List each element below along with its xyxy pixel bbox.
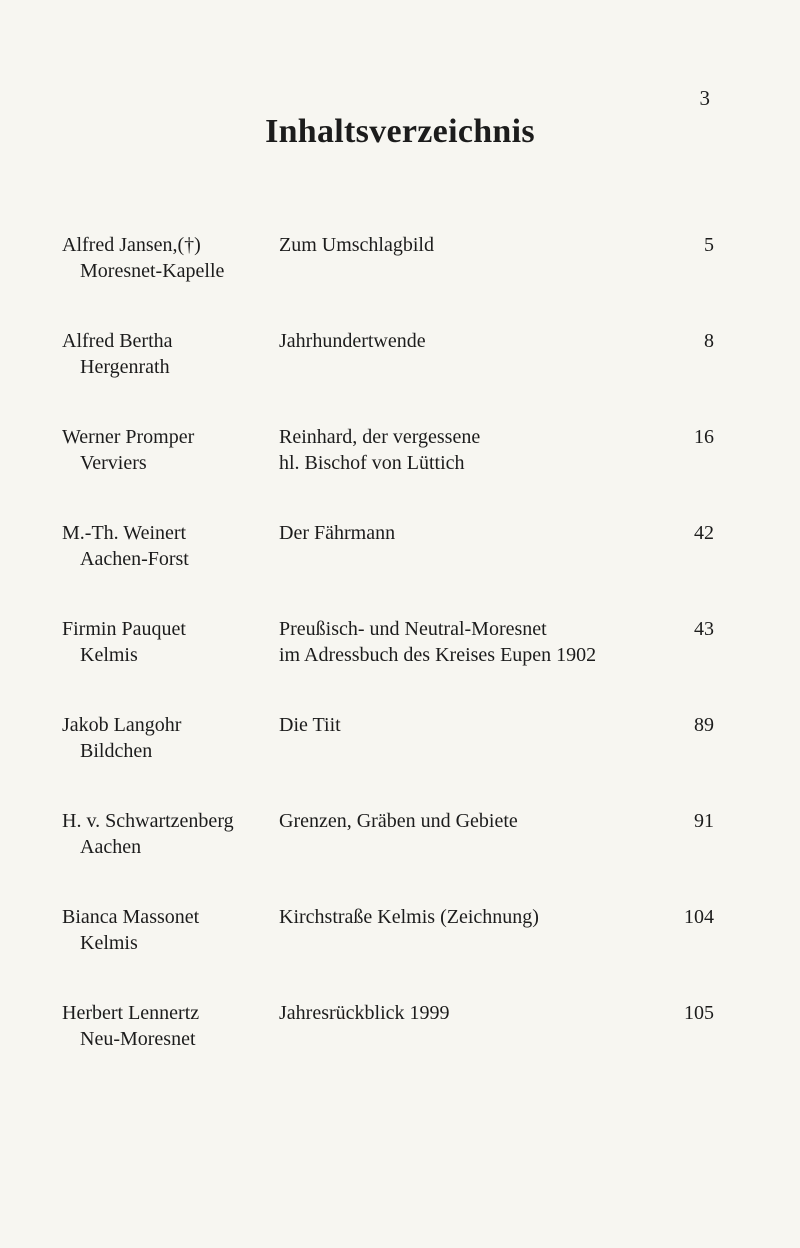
entry-page: 105 [684, 1002, 714, 1024]
entry-author: Alfred Jansen,(†) [62, 234, 201, 256]
toc-entry [62, 328, 714, 424]
entry-page: 16 [694, 426, 714, 448]
entry-title: Jahresrückblick 1999 [279, 1002, 450, 1024]
toc-entry [62, 1000, 714, 1096]
entry-title: Kirchstraße Kelmis (Zeichnung) [279, 906, 539, 928]
entry-place: Aachen [80, 836, 142, 858]
entry-place: Moresnet-Kapelle [80, 260, 225, 282]
toc-entry [62, 904, 714, 1000]
entry-author: Werner Promper [62, 426, 195, 448]
entry-page: 5 [704, 234, 714, 256]
entry-place: Aachen-Forst [80, 548, 189, 570]
entry-title: Reinhard, der vergessene [279, 426, 481, 448]
toc-entry [62, 808, 714, 904]
entry-title: Zum Umschlagbild [279, 234, 434, 256]
entry-author: M.-Th. Weinert [62, 522, 187, 544]
entry-title: Die Tiit [279, 714, 341, 736]
entry-place: Verviers [80, 452, 147, 474]
entry-author: H. v. Schwartzenberg [62, 810, 234, 832]
entry-place: Neu-Moresnet [80, 1028, 196, 1050]
entry-page: 42 [694, 522, 714, 544]
entry-author: Bianca Massonet [62, 906, 200, 928]
entry-place: Kelmis [80, 932, 138, 954]
page-number: 3 [699, 86, 710, 110]
entry-title: Der Fährmann [279, 522, 396, 544]
entry-author: Jakob Langohr [62, 714, 182, 736]
toc-entry [62, 520, 714, 616]
toc-entry [62, 232, 714, 328]
entry-place: Hergenrath [80, 356, 170, 378]
entry-title-continued: im Adressbuch des Kreises Eupen 1902 [279, 644, 597, 666]
entry-place: Kelmis [80, 644, 138, 666]
entry-page: 91 [694, 810, 714, 832]
entry-author: Firmin Pauquet [62, 618, 186, 640]
entry-title: Jahrhundertwende [279, 330, 426, 352]
entry-page: 89 [694, 714, 714, 736]
toc-entry [62, 712, 714, 808]
page-title: Inhaltsverzeichnis [265, 113, 535, 150]
toc-entry [62, 616, 714, 712]
entry-page: 104 [684, 906, 714, 928]
entry-title: Preußisch- und Neutral-Moresnet [279, 618, 547, 640]
toc-entry [62, 424, 714, 520]
entry-author: Alfred Bertha [62, 330, 173, 352]
entry-place: Bildchen [80, 740, 153, 762]
entry-page: 43 [694, 618, 714, 640]
entry-title: Grenzen, Gräben und Gebiete [279, 810, 518, 832]
entry-author: Herbert Lennertz [62, 1002, 200, 1024]
entry-page: 8 [704, 330, 714, 352]
table-of-contents [62, 232, 714, 1096]
entry-title-continued: hl. Bischof von Lüttich [279, 452, 465, 474]
